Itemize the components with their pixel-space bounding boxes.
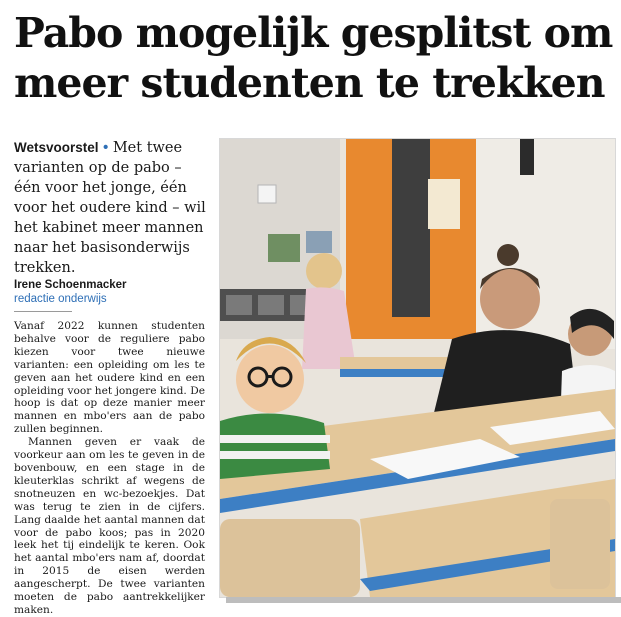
author-name: Irene Schoenmacker: [14, 279, 127, 291]
intro-text: Met twee varianten op de pabo – één voor het jonge, één voor het oudere kind – wil het kabinet meer mannen naar het basisonderwijs trekken.: [14, 140, 206, 276]
headline-line-2: meer studenten te trekken: [14, 59, 605, 107]
intro-lead: [14, 138, 210, 278]
kicker-bullet: •: [103, 140, 109, 156]
scan-edge: [226, 597, 621, 603]
body-paragraph-2: Mannen geven er vaak de voorkeur aan om les te geven in de bovenbouw, en een stage in de kleuterklas schrikt af wegens de snotneuzen en wc-bezoekjes. Dat was terug te zien in de cijfers. Lang daalde het aantal mannen dat voor de pabo koos; pas in 2020 leek het tij eindelijk te keren. Ook het aantal mbo'ers nam af, doordat in 2015 de eisen werden aangescherpt. De twee varianten moeten de pabo aantrekkelijker maken.: [14, 436, 205, 616]
kicker-label: Wetsvoorstel: [14, 140, 99, 155]
byline-divider: [14, 311, 72, 312]
classroom-photo: [219, 138, 616, 598]
article-body: [14, 320, 205, 617]
headline-line-1: Pabo mogelijk gesplitst om: [14, 9, 613, 57]
author-role: redactie onderwijs: [14, 293, 107, 305]
headline: [14, 8, 614, 108]
body-paragraph-1: Vanaf 2022 kunnen studenten behalve voor de reguliere pabo kiezen voor twee nieuwe varianten: een opleiding om les te geven aan het oudere kind en een opleiding voor het jongere kind. De hoop is dat op deze manier meer mannen en mbo'ers aan de pabo zullen beginnen.: [14, 320, 205, 436]
